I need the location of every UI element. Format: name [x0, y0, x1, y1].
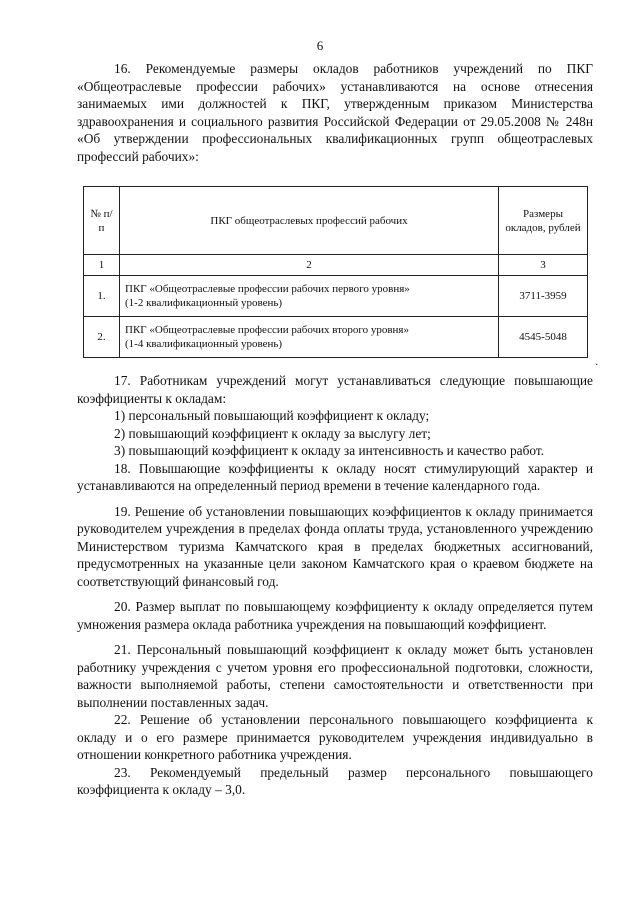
row-pkg-name	[120, 276, 499, 317]
page-number: 6	[316, 38, 324, 53]
table-row	[84, 317, 588, 358]
table-column-numbers-row	[84, 255, 588, 276]
paragraph-21: 21. Персональный повышающий коэффициент к окладу может быть установлен работнику учреждения с учетом уровня его профессиональной подготовки, сложности, важности выполняемой работы, степени самостоятельности и ответственности при выполнении поставленных задач.	[77, 642, 593, 710]
table-header-row	[84, 187, 588, 255]
row-salary: 3711-3959	[499, 276, 588, 317]
header-salary: Размеры окладов, рублей	[499, 187, 588, 255]
paragraph-22: 22. Решение об установлении персонального повышающего коэффициента к окладу и о его размере принимается руководителем учреждения индивидуально в отношении конкретного работника учреждения.	[77, 712, 593, 762]
document-body	[77, 60, 598, 799]
column-number: 3	[499, 255, 588, 276]
paragraph-19: 19. Решение об установлении повышающих коэффициентов к окладу принимается руководителем учреждения в пределах фонда оплаты труда, установленного учреждению Министерством туризма Камчатского края в пределах бюджетных ассигнований, предусмотренных на указанные цели законом Камчатского края о краевом бюджете на соответствующий финансовый год.	[77, 503, 593, 589]
salary-table	[83, 186, 588, 358]
paragraph-20: 20. Размер выплат по повышающему коэффициенту к окладу определяется путем умножения размера оклада работника учреждения на повышающий коэффициент.	[77, 599, 593, 632]
row-pkg-line: (1-2 квалификационный уровень)	[125, 297, 283, 309]
paragraph-17: 17. Работникам учреждений могут устанавливаться следующие повышающие коэффициенты к окладам:	[77, 373, 593, 406]
header-number: № п/п	[84, 187, 120, 255]
column-number: 2	[120, 255, 499, 276]
list-item: 3) повышающий коэффициент к окладу за интенсивность и качество работ.	[114, 443, 545, 458]
row-salary: 4545-5048	[499, 317, 588, 358]
row-number: 2.	[84, 317, 120, 358]
row-pkg-line: (1-4 квалификационный уровень)	[125, 338, 283, 350]
header-pkg: ПКГ общеотраслевых профессий рабочих	[120, 187, 499, 255]
row-pkg-line: ПКГ «Общеотраслевые профессии рабочих первого уровня»	[125, 283, 410, 295]
list-item: 2) повышающий коэффициент к окладу за выслугу лет;	[114, 425, 431, 441]
paragraph-23: 23. Рекомендуемый предельный размер персонального повышающего коэффициента к окладу – 3,0.	[77, 764, 593, 797]
table-row	[84, 276, 588, 317]
paragraph-18: 18. Повышающие коэффициенты к окладу носят стимулирующий характер и устанавливаются на определенный период времени в течение календарного года.	[77, 460, 593, 493]
row-pkg-line: ПКГ «Общеотраслевые профессии рабочих второго уровня»	[125, 324, 409, 336]
column-number: 1	[84, 255, 120, 276]
row-pkg-name	[120, 317, 499, 358]
paragraph-16: 16. Рекомендуемые размеры окладов работников учреждений по ПКГ «Общеотраслевые профессии рабочих» устанавливаются на основе отнесения занимаемых ими должностей к ПКГ, утвержденным приказом Министерства здравоохранения и социального развития Российской Федерации от 29.05.2008 № 248н «Об утверждении профессиональных квалификационных групп общеотраслевых профессий рабочих»:	[77, 61, 593, 164]
row-number: 1.	[84, 276, 120, 317]
list-item: 1) персональный повышающий коэффициент к окладу;	[114, 408, 430, 423]
trailing-dot: .	[595, 357, 598, 368]
